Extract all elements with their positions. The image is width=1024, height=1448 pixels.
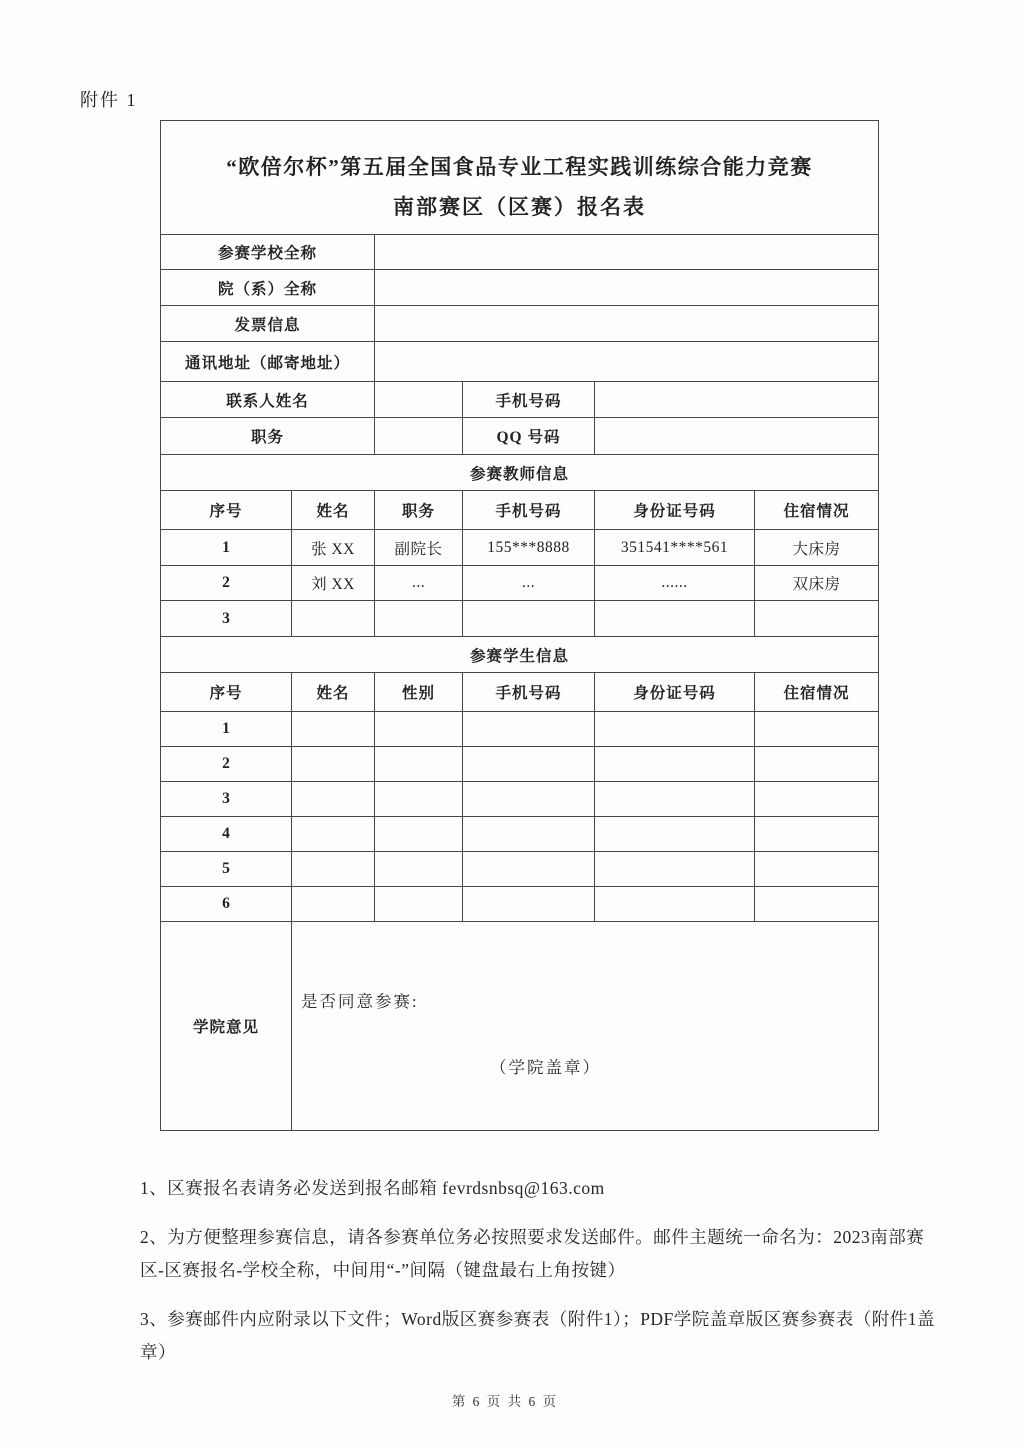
invoice-info-label: 发票信息 <box>161 306 375 342</box>
table-cell <box>595 887 755 922</box>
table-cell <box>463 601 595 637</box>
college-name-value <box>375 270 879 306</box>
table-cell: 4 <box>161 817 292 852</box>
table-cell: 1 <box>161 530 292 566</box>
table-cell: 3 <box>161 782 292 817</box>
table-cell <box>755 817 879 852</box>
college-name-label: 院（系）全称 <box>161 270 375 306</box>
note-1: 1、区赛报名表请务必发送到报名邮箱 fevrdsnbsq@163.com <box>140 1178 605 1198</box>
table-cell <box>375 817 463 852</box>
table-cell <box>292 712 375 747</box>
table-cell <box>292 817 375 852</box>
student-col-gender: 性别 <box>375 673 463 712</box>
contact-row-duty <box>161 418 879 455</box>
contact-name-label: 联系人姓名 <box>161 382 375 418</box>
contact-row-name <box>161 382 879 418</box>
table-cell: 1 <box>161 712 292 747</box>
table-cell <box>755 747 879 782</box>
table-cell <box>463 817 595 852</box>
contact-name-value <box>375 382 463 418</box>
table-cell <box>595 817 755 852</box>
table-cell: 张 XX <box>292 530 375 566</box>
attachment-label: 附件 1 <box>80 90 138 110</box>
mailing-address-label: 通讯地址（邮寄地址） <box>161 342 375 382</box>
agree-to-participate-text: 是否同意参赛: <box>301 992 419 1011</box>
table-cell <box>292 782 375 817</box>
mailing-address-value <box>375 342 879 382</box>
contact-duty-label: 职务 <box>161 418 375 455</box>
student-row-3 <box>161 782 879 817</box>
table-cell <box>595 601 755 637</box>
page-number: 第 6 页 共 6 页 <box>451 1394 559 1409</box>
table-cell <box>292 601 375 637</box>
college-opinion-cell <box>292 922 879 1131</box>
table-cell: 3 <box>161 601 292 637</box>
teacher-section-title-row <box>161 455 879 491</box>
table-cell <box>375 887 463 922</box>
contact-qq-label: QQ 号码 <box>463 418 595 455</box>
footer-notes <box>140 1172 940 1385</box>
student-row-6 <box>161 887 879 922</box>
student-col-id: 身份证号码 <box>595 673 755 712</box>
table-cell <box>375 852 463 887</box>
student-header-row <box>161 673 879 712</box>
info-row-school <box>161 235 879 270</box>
table-cell <box>292 852 375 887</box>
table-cell: 双床房 <box>755 566 879 601</box>
student-col-lodging: 住宿情况 <box>755 673 879 712</box>
table-cell <box>292 747 375 782</box>
college-opinion-row <box>161 922 879 1131</box>
table-cell <box>755 852 879 887</box>
table-cell: 大床房 <box>755 530 879 566</box>
college-opinion-label: 学院意见 <box>161 922 292 1131</box>
teacher-section-title: 参赛教师信息 <box>161 455 879 491</box>
table-cell <box>375 712 463 747</box>
form-title-line2: 南部赛区（区赛）报名表 <box>393 194 647 219</box>
student-row-5 <box>161 852 879 887</box>
school-name-value <box>375 235 879 270</box>
info-row-invoice <box>161 306 879 342</box>
contact-mobile-label: 手机号码 <box>463 382 595 418</box>
form-title-line1: “欧倍尔杯”第五届全国食品专业工程实践训练综合能力竞赛 <box>226 154 813 179</box>
registration-form-table <box>160 120 879 1131</box>
college-seal-text: （学院盖章） <box>490 1058 601 1077</box>
table-cell: 5 <box>161 852 292 887</box>
table-cell: ...... <box>595 566 755 601</box>
teacher-row-1 <box>161 530 879 566</box>
table-cell <box>463 712 595 747</box>
student-col-name: 姓名 <box>292 673 375 712</box>
table-cell <box>595 712 755 747</box>
student-section-title-row <box>161 637 879 673</box>
contact-qq-value <box>595 418 879 455</box>
teacher-col-name: 姓名 <box>292 491 375 530</box>
invoice-info-value <box>375 306 879 342</box>
student-col-mobile: 手机号码 <box>463 673 595 712</box>
table-cell <box>755 712 879 747</box>
table-cell: 刘 XX <box>292 566 375 601</box>
table-cell <box>463 852 595 887</box>
note-2: 2、为方便整理参赛信息，请各参赛单位务必按照要求发送邮件。邮件主题统一命名为：2023南部赛区-区赛报名-学校全称，中间用“-”间隔（键盘最右上角按键） <box>140 1227 925 1280</box>
teacher-col-index: 序号 <box>161 491 292 530</box>
student-row-2 <box>161 747 879 782</box>
teacher-row-2 <box>161 566 879 601</box>
teacher-col-lodging: 住宿情况 <box>755 491 879 530</box>
table-cell <box>463 747 595 782</box>
student-row-4 <box>161 817 879 852</box>
table-cell: 155***8888 <box>463 530 595 566</box>
table-cell <box>463 887 595 922</box>
table-cell <box>375 782 463 817</box>
form-title-row <box>161 121 879 235</box>
teacher-header-row <box>161 491 879 530</box>
info-row-college <box>161 270 879 306</box>
table-cell <box>755 782 879 817</box>
teacher-row-3 <box>161 601 879 637</box>
table-cell <box>595 782 755 817</box>
note-3: 3、参赛邮件内应附录以下文件；Word版区赛参赛表（附件1）；PDF学院盖章版区赛参赛表（附件1盖章） <box>140 1309 936 1362</box>
table-cell: 2 <box>161 747 292 782</box>
table-cell <box>292 887 375 922</box>
teacher-col-duty: 职务 <box>375 491 463 530</box>
table-cell: 2 <box>161 566 292 601</box>
table-cell: ... <box>463 566 595 601</box>
table-cell: 副院长 <box>375 530 463 566</box>
table-cell <box>375 601 463 637</box>
table-cell: 351541****561 <box>595 530 755 566</box>
table-cell <box>755 601 879 637</box>
school-name-label: 参赛学校全称 <box>161 235 375 270</box>
table-cell <box>595 747 755 782</box>
info-row-address <box>161 342 879 382</box>
table-cell <box>755 887 879 922</box>
student-section-title: 参赛学生信息 <box>161 637 879 673</box>
contact-mobile-value <box>595 382 879 418</box>
student-col-index: 序号 <box>161 673 292 712</box>
table-cell: ... <box>375 566 463 601</box>
table-cell <box>375 747 463 782</box>
table-cell <box>463 782 595 817</box>
table-cell <box>595 852 755 887</box>
teacher-col-id: 身份证号码 <box>595 491 755 530</box>
student-row-1 <box>161 712 879 747</box>
contact-duty-value <box>375 418 463 455</box>
form-title-cell <box>161 121 879 235</box>
teacher-col-mobile: 手机号码 <box>463 491 595 530</box>
table-cell: 6 <box>161 887 292 922</box>
